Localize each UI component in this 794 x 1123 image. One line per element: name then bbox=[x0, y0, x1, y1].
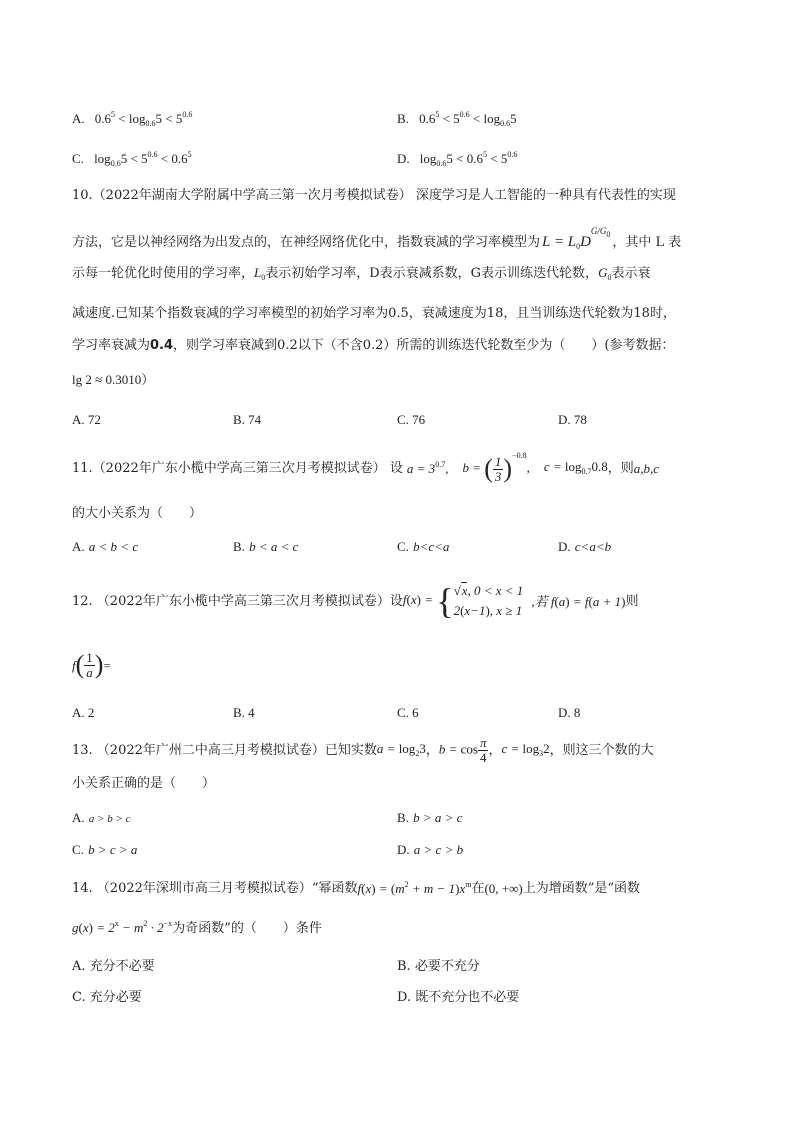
q12-option-b[interactable]: B. 4 bbox=[233, 705, 255, 720]
q13-option-c[interactable]: C. b > c > a bbox=[72, 842, 138, 857]
q13-option-a[interactable]: A. a > b > c bbox=[72, 810, 131, 825]
q14-g-function: $g(x) = 2^x - m^2 \cdot 2^{-x}$ bbox=[72, 919, 173, 935]
q11-option-b[interactable]: B. b < a < c bbox=[233, 539, 299, 554]
q12-option-a[interactable]: A. 2 bbox=[72, 705, 95, 720]
q10-option-c[interactable]: C. 76 bbox=[397, 412, 426, 427]
q10-line4: 减速度.已知某个指数衰减的学习率模型的初始学习率为0.5，衰减速度为18，且当训练迭代轮数为18时， bbox=[72, 306, 676, 321]
q12-piecewise: f(x) = { √x, 0 < x < 1 2(x−1), x ≥ 1 bbox=[402, 581, 524, 621]
q14-mid: 在 bbox=[471, 880, 485, 896]
q13-c-def: $c = \log_32$ bbox=[501, 741, 550, 758]
q9-option-d-label: D. bbox=[397, 151, 410, 166]
q14-interval: (0, +∞) bbox=[484, 880, 523, 896]
q9-option-a-formula: $0.6^5 < \log_{0.6}5 < 5^{0.6}$ bbox=[94, 110, 193, 128]
q13-option-b[interactable]: B. b > a > c bbox=[397, 810, 463, 825]
q10-line1: 10.（2022年湖南大学附属中学高三第一次月考模拟试卷） 深度学习是人工智能的一种具有代表性的实现 bbox=[72, 188, 676, 203]
q12-lead: 12. （2022年广东小榄中学高三第三次月考模拟试卷）设 bbox=[72, 593, 403, 609]
q9-option-a[interactable] bbox=[72, 111, 192, 128]
q14-line2b: 为奇函数”的（ ）条件 bbox=[172, 921, 322, 936]
q10-line3c: 表示衰 bbox=[611, 266, 651, 281]
q11-option-c[interactable]: C. b<c<a bbox=[397, 539, 450, 554]
q11-option-d[interactable]: D. c<a<b bbox=[558, 539, 612, 554]
q9-option-c[interactable] bbox=[72, 151, 192, 168]
q10-option-b[interactable]: B. 74 bbox=[233, 412, 262, 427]
q9-option-b-label: B. bbox=[397, 111, 409, 126]
q13-b-def: b = cos $\frac{\pi}{4}$ bbox=[438, 734, 487, 765]
q9-option-b[interactable] bbox=[397, 111, 517, 128]
q10-line3 bbox=[72, 266, 650, 282]
q10-line5a: 学习率衰减为 bbox=[72, 338, 151, 353]
q9-option-b-formula: $0.6^5 < 5^{0.6} < \log_{0.6}5$ bbox=[419, 110, 517, 128]
q9-option-d[interactable] bbox=[397, 151, 517, 168]
q10-g0-symbol: $G_0$ bbox=[598, 265, 612, 282]
q10-line3b: 表示初始学习率，D表示衰减系数，G表示训练迭代轮数， bbox=[265, 266, 599, 281]
q10-reference: lg 2 ≈ 0.3010） bbox=[72, 372, 155, 387]
q11-vars: a,b,c bbox=[633, 460, 660, 476]
q14-power-function: $f(x) = (m^2 + m - 1)x^m$ bbox=[357, 880, 472, 896]
q12-tail: 则 bbox=[625, 593, 639, 609]
q13-stem: 13. （2022年广州二中高三月考模拟试卷）已知实数 $a = \log_23$ ， b = cos $\frac{\pi}{4}$ ， $c = \log_32$ ，则这三个数的大 bbox=[72, 734, 654, 765]
q11-a-def: $a = 3^{0.7}$, bbox=[406, 460, 449, 476]
q14-option-c[interactable]: C. 充分必要 bbox=[72, 990, 142, 1005]
q10-option-d[interactable]: D. 78 bbox=[558, 412, 587, 427]
q10-line5b: 0.4 bbox=[150, 338, 174, 353]
q11-option-a[interactable]: A. a < b < c bbox=[72, 539, 139, 554]
q12-option-d[interactable]: D. 8 bbox=[558, 705, 581, 720]
q12-expression: f ( $\frac{1}{a}$ ) = bbox=[72, 649, 111, 680]
q13-line2: 小关系正确的是（ ） bbox=[72, 776, 216, 791]
q11-b-def: b = ( $\frac{1}{3}$ )$^{-0.8}$, bbox=[462, 451, 530, 484]
q13-option-d[interactable]: D. a > c > b bbox=[397, 842, 464, 857]
q9-option-c-formula: $\log_{0.6}5 < 5^{0.6} < 0.6^5$ bbox=[94, 150, 192, 168]
q11-c-def: $c = \log_{0.7}0.8$ bbox=[543, 459, 608, 476]
q10-line2a: 方法，它是以神经网络为出发点的，在神经网络优化中，指数衰减的学习率模型为 bbox=[72, 235, 541, 250]
q10-line3a: 示每一轮优化时使用的学习率， bbox=[72, 266, 255, 281]
q13-tail: ，则这三个数的大 bbox=[549, 742, 654, 758]
q14-option-a[interactable]: A. 充分不必要 bbox=[72, 959, 155, 974]
q14-stem bbox=[72, 877, 640, 899]
q14-line2 bbox=[72, 920, 322, 935]
q14-option-d[interactable]: D. 既不充分也不必要 bbox=[397, 990, 520, 1005]
q12-stem bbox=[72, 578, 639, 624]
q10-option-a[interactable]: A. 72 bbox=[72, 412, 101, 427]
q10-model-formula: $L = L_0D^{G/G_0}$ bbox=[542, 226, 611, 251]
q9-option-a-label: A. bbox=[72, 111, 85, 126]
q10-line5 bbox=[72, 339, 674, 352]
q9-option-c-label: C. bbox=[72, 151, 84, 166]
q13-lead: 13. （2022年广州二中高三月考模拟试卷）已知实数 bbox=[72, 742, 377, 758]
q11-tail: ，则 bbox=[607, 460, 634, 476]
q9-option-d-formula: $\log_{0.6}5 < 0.6^5 < 5^{0.6}$ bbox=[419, 150, 518, 168]
q10-line2 bbox=[72, 227, 681, 251]
q10-l0-symbol: $L_0$ bbox=[254, 265, 266, 282]
q14-option-b[interactable]: B. 必要不充分 bbox=[397, 959, 480, 974]
q11-line2: 的大小关系为（ ） bbox=[72, 506, 203, 521]
q14-tail: 上为增函数”是“函数 bbox=[522, 880, 641, 896]
q10-line5c: ，则学习率衰减到0.2以下（不含0.2）所需的训练迭代轮数至少为（ ）(参考数据： bbox=[173, 338, 675, 353]
q11-stem bbox=[72, 448, 659, 488]
q14-lead: 14. （2022年深圳市高三月考模拟试卷）“幂函数 bbox=[72, 880, 358, 896]
q13-a-def: $a = \log_23$ bbox=[376, 741, 426, 758]
q11-lead: 11.（2022年广东小榄中学高三第三次月考模拟试卷） 设 bbox=[72, 460, 403, 476]
q10-line2b: ，其中 L 表 bbox=[612, 235, 682, 250]
q12-option-c[interactable]: C. 6 bbox=[397, 705, 419, 720]
q10-ref-value: lg 2 ≈ 0.3010 bbox=[72, 372, 142, 387]
q12-condition: ,若 f(a) = f(a + 1) bbox=[531, 593, 626, 609]
